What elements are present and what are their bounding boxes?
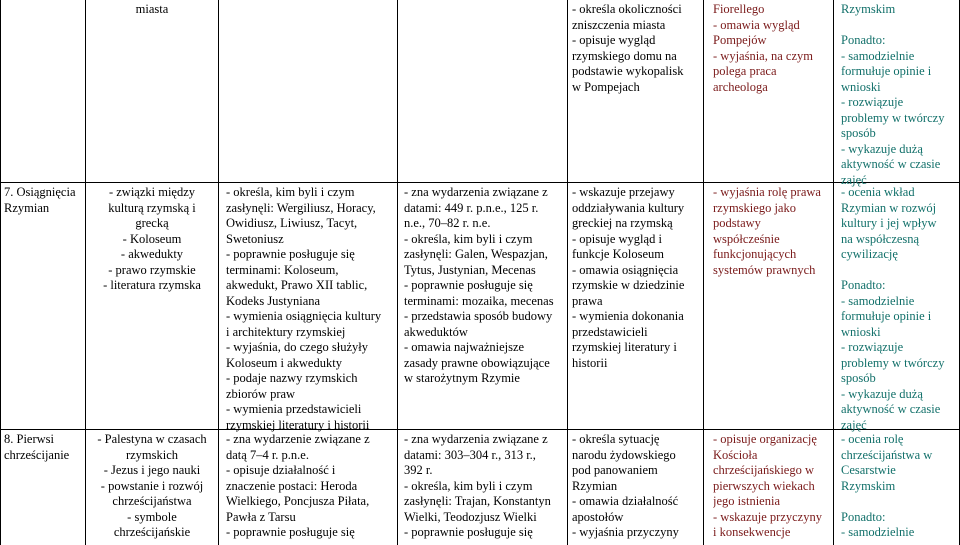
top-dop-cell <box>713 2 833 95</box>
text-line: - omawia działalność <box>572 494 679 508</box>
text-line: - Jezus i jego nauki <box>103 463 201 477</box>
text-line: - ocenia wkład <box>841 185 915 199</box>
text-line <box>841 18 959 34</box>
text-line: terminami: Koloseum, <box>226 262 339 277</box>
text-line: - wyjaśnia rolę prawa <box>713 185 821 199</box>
text-line: - Palestyna w czasach <box>97 432 207 446</box>
text-line: - wykazuje dużą <box>841 386 923 401</box>
basic-cell-8 <box>226 432 396 541</box>
text-line: - prawo rzymskie <box>108 262 196 277</box>
text-line: jego istnienia <box>713 494 780 508</box>
grid-line <box>567 0 568 545</box>
text-line: formułuje opinie i <box>841 64 932 78</box>
text-line: Ponadto: <box>841 278 886 292</box>
text-line: - określa, kim byli i czym <box>404 478 533 493</box>
text-line: zasady prawne obowiązujące <box>404 355 550 370</box>
text-line: funkcjonujących <box>713 247 797 261</box>
basic-cell-7 <box>226 185 396 433</box>
text-line: - samodzielnie <box>841 293 915 308</box>
text-line: aktywność w czasie <box>841 402 941 416</box>
text-line: 7. Osiągnięcia <box>4 185 76 199</box>
grid-line <box>833 0 834 545</box>
text-line: Rzymian <box>4 200 50 215</box>
text-line: grecką <box>135 216 169 230</box>
text-line: - omawia wygląd <box>713 17 800 32</box>
text-line <box>841 263 959 279</box>
text-line: - określa, kim byli i czym <box>404 231 533 246</box>
text-line: - samodzielnie <box>841 525 915 539</box>
text-line: podstawie wykopalisk <box>572 64 684 78</box>
text-line: zasłynęli: Trajan, Konstantyn <box>404 494 551 508</box>
row-divider <box>0 429 960 430</box>
text-line: oddziaływania kultury <box>572 200 685 215</box>
text-line: zajęć <box>841 417 867 432</box>
text-line: - poprawnie posługuje się <box>404 525 533 539</box>
text-line: rzymskiego domu na <box>572 48 677 63</box>
text-line: Rzymian <box>572 478 618 493</box>
text-line: - zna wydarzenie związane z <box>226 432 370 446</box>
text-line: formułuje opinie i <box>841 309 932 323</box>
text-line: - ocenia rolę <box>841 432 904 446</box>
text-line: Rzymskim <box>841 478 896 493</box>
text-line: znaczenie postaci: Heroda <box>226 478 358 493</box>
text-line: zasłynęli: Galen, Wespazjan, <box>404 247 548 261</box>
text-line: Wielkiego, Poncjusza Piłata, <box>226 494 370 508</box>
lesson-title-7 <box>4 185 85 216</box>
text-line: Kodeks Justyniana <box>226 293 321 308</box>
text-line: - rozwiązuje <box>841 95 904 109</box>
text-line: Cesarstwie <box>841 463 896 477</box>
text-line: chrześcijaństwa <box>112 494 192 508</box>
text-line: Kościoła <box>713 447 758 462</box>
text-line: - określa, kim byli i czym <box>226 185 355 199</box>
text-line: narodu żydowskiego <box>572 447 676 462</box>
text-line: - związki między <box>108 185 196 199</box>
text-line: pierwszych wiekach <box>713 478 815 493</box>
topics-cell-7 <box>86 185 218 294</box>
topics-cell-8 <box>86 432 218 541</box>
text-line: - wskazuje przejawy <box>572 185 675 199</box>
text-line: polega praca <box>713 64 777 78</box>
text-line: - opisuje organizację <box>713 432 817 446</box>
dop-cell-7 <box>713 185 833 278</box>
text-line: i konsekwencje <box>713 525 791 539</box>
text-line: - samodzielnie <box>841 48 915 63</box>
extended-cell-8 <box>404 432 566 541</box>
text-line: Fiorellego <box>713 2 765 16</box>
text-line: wnioski <box>841 324 881 339</box>
dop-cell-8 <box>713 432 833 541</box>
text-line: - wyjaśnia, do czego służyły <box>226 340 368 354</box>
text-line: - zna wydarzenia związane z <box>404 185 548 199</box>
text-line: - poprawnie posługuje się <box>226 525 355 539</box>
text-line: - określa okoliczności <box>572 2 682 16</box>
text-line: - poprawnie posługuje się <box>226 247 355 261</box>
grid-line <box>218 0 219 545</box>
text-line: funkcje Koloseum <box>572 247 664 261</box>
top-topic-cell <box>86 2 218 18</box>
top-beyond-cell <box>572 2 702 95</box>
text-line: - omawia najważniejsze <box>404 340 525 354</box>
lesson-title-8 <box>4 432 85 463</box>
text-line: rzymskiej literatury i historii <box>226 417 370 432</box>
text-line: archeologa <box>713 79 768 94</box>
row-divider <box>0 182 960 183</box>
text-line: - powstanie i rozwój <box>100 478 204 493</box>
text-line: - Koloseum <box>122 231 182 246</box>
top-cel-cell <box>841 2 959 188</box>
beyond-cell-7 <box>572 185 702 371</box>
text-line: - podaje nazwy rzymskich <box>226 371 358 385</box>
text-line: - wymienia przedstawicieli <box>226 402 362 416</box>
text-line: problemy w twórczy <box>841 110 945 125</box>
text-line: prawa <box>572 293 603 308</box>
text-line: chrześcijaństwa w <box>841 447 933 462</box>
text-line: - symbole <box>127 509 177 524</box>
text-line <box>841 494 959 510</box>
text-line: rzymskich <box>125 447 179 462</box>
cel-cell-7 <box>841 185 959 433</box>
text-line: akwedukt, Prawo XII tablic, <box>226 278 368 292</box>
text-line: kulturą rzymską i <box>108 200 196 215</box>
text-line: - wymienia dokonania <box>572 309 684 323</box>
text-line: - wyjaśnia przyczyny <box>572 525 679 539</box>
text-line: Tytus, Justynian, Mecenas <box>404 262 536 277</box>
text-line: datą 7–4 r. p.n.e. <box>226 447 309 462</box>
text-line: akweduktów <box>404 324 468 339</box>
text-line: - wyjaśnia, na czym <box>713 48 813 63</box>
text-line: datami: 449 r. p.n.e., 125 r. <box>404 200 539 215</box>
text-line: rzymskiego jako <box>713 200 796 215</box>
text-line: - opisuje działalność i <box>226 463 336 477</box>
text-line: wnioski <box>841 79 881 94</box>
text-line: rzymskie w dziedzinie <box>572 278 685 292</box>
text-line: - zna wydarzenia związane z <box>404 432 548 446</box>
text-line: zbiorów praw <box>226 386 296 401</box>
text-line: 392 r. <box>404 463 433 477</box>
text-line: w starożytnym Rzymie <box>404 371 520 385</box>
text-line: Pompejów <box>713 33 767 47</box>
text-line: systemów prawnych <box>713 262 816 277</box>
text-line: Wielki, Teodozjusz Wielki <box>404 509 537 524</box>
text-line: n.e., 70–82 r. n.e. <box>404 216 491 230</box>
text-line: - przedstawia sposób budowy <box>404 309 553 323</box>
extended-cell-7 <box>404 185 566 387</box>
text-line: zajęć <box>841 172 867 187</box>
text-line: aktywność w czasie <box>841 157 941 171</box>
top-topic-line: miasta <box>135 2 169 16</box>
text-line: na współczesną <box>841 231 920 246</box>
text-line: kultury i jej wpływ <box>841 216 937 230</box>
text-line: Rzymskim <box>841 2 896 16</box>
text-line: datami: 303–304 r., 313 r., <box>404 447 536 462</box>
text-line: - opisuje wygląd i <box>572 231 662 246</box>
text-line: zasłynęli: Wergiliusz, Horacy, <box>226 200 376 215</box>
text-line: w Pompejach <box>572 79 640 94</box>
text-line: współcześnie <box>713 231 780 246</box>
text-line: cywilizację <box>841 247 898 261</box>
text-line: - literatura rzymska <box>103 278 201 292</box>
text-line: chrześcijańskie <box>113 525 191 539</box>
text-line: podstawy <box>713 216 761 230</box>
text-line: terminami: mozaika, mecenas <box>404 293 554 308</box>
text-line: rzymskiej literatury i <box>572 340 677 354</box>
text-line: Koloseum i akwedukty <box>226 355 342 370</box>
text-line: 8. Pierwsi <box>4 432 54 446</box>
text-line: Swetoniusz <box>226 231 284 246</box>
text-line: - akwedukty <box>120 247 184 261</box>
text-line: Rzymian w rozwój <box>841 200 937 215</box>
grid-line <box>0 0 1 545</box>
text-line: historii <box>572 355 608 370</box>
text-line: Ponadto: <box>841 509 886 524</box>
cel-cell-8 <box>841 432 959 541</box>
text-line: Pawła z Tarsu <box>226 509 296 524</box>
text-line: - poprawnie posługuje się <box>404 278 533 292</box>
grid-line <box>703 0 704 545</box>
text-line: zniszczenia miasta <box>572 17 666 32</box>
beyond-cell-8 <box>572 432 702 541</box>
text-line: przedstawicieli <box>572 324 648 339</box>
text-line: sposób <box>841 126 876 140</box>
text-line: Ponadto: <box>841 33 886 47</box>
text-line: i architektury rzymskiej <box>226 324 346 339</box>
text-line: - omawia osiągnięcia <box>572 262 679 277</box>
text-line: chrześcijańskiego w <box>713 463 815 477</box>
text-line: problemy w twórczy <box>841 355 945 370</box>
grid-line <box>397 0 398 545</box>
text-line: - rozwiązuje <box>841 340 904 354</box>
text-line: apostołów <box>572 509 624 524</box>
text-line: - określa sytuację <box>572 432 660 446</box>
text-line: - opisuje wygląd <box>572 33 656 47</box>
text-line: - wymienia osiągnięcia kultury <box>226 309 382 323</box>
text-line: chrześcijanie <box>4 447 70 462</box>
text-line: pod panowaniem <box>572 463 658 477</box>
text-line: Owidiusz, Liwiusz, Tacyt, <box>226 216 358 230</box>
text-line: - wskazuje przyczyny <box>713 509 822 524</box>
text-line: greckiej na rzymską <box>572 216 673 230</box>
text-line: - wykazuje dużą <box>841 141 923 156</box>
text-line: sposób <box>841 371 876 385</box>
